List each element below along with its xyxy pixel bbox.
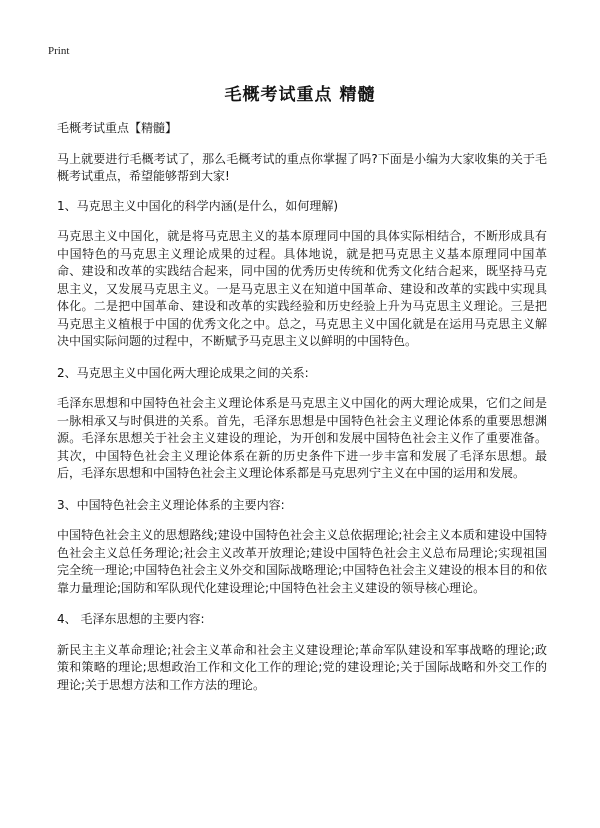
- section-4-heading: 4、 毛泽东思想的主要内容:: [57, 612, 205, 626]
- intro-paragraph: 马上就要进行毛概考试了，那么毛概考试的重点你掌握了吗?下面是小编为大家收集的关于毛概考试重点，希望能够帮到大家!: [57, 151, 547, 183]
- section-3-body: 中国特色社会主义的思想路线;建设中国特色社会主义总依据理论;社会主义本质和建设中国特色社会主义总任务理论;社会主义改革开放理论;建设中国特色社会主义总布局理论;实现祖国完全统一理论;中国特色社会主义外交和国际战略理论;中国特色社会主义建设的根本目的和依靠力量理论;国防和军队现代化建设理论;中国特色社会主义建设的领导核心理论。: [57, 528, 547, 595]
- section-4-body: 新民主主义革命理论;社会主义革命和社会主义建设理论;革命军队建设和军事战略的理论;政策和策略的理论;思想政治工作和文化工作的理论;党的建设理论;关于国际战略和外交工作的理论;关于思想方法和工作方法的理论。: [57, 642, 547, 692]
- document-body: [57, 120, 547, 708]
- section-2-body: 毛泽东思想和中国特色社会主义理论体系是马克思主义中国化的两大理论成果，它们之间是一脉相承又与时俱进的关系。首先，毛泽东思想是中国特色社会主义理论体系的重要思想渊源。毛泽东思想关于社会主义建设的理论，为开创和发展中国特色社会主义作了重要准备。其次，中国特色社会主义理论体系在新的历史条件下进一步丰富和发展了毛泽东思想。最后，毛泽东思想和中国特色社会主义理论体系都是马克思列宁主义在中国的运用和发展。: [57, 396, 547, 480]
- section-1-heading: 1、马克思主义中国化的科学内涵(是什么，如何理解): [57, 198, 339, 213]
- section-3-heading: 3、中国特色社会主义理论体系的主要内容:: [57, 497, 285, 512]
- section-1-body: 马克思主义中国化，就是将马克思主义的基本原理同中国的具体实际相结合，不断形成具有中国特色的马克思主义理论成果的过程。具体地说，就是把马克思主义基本原理同中国革命、建设和改革的实践结合起来，同中国的优秀历史传统和优秀文化结合起来，既坚持马克思主义，又发展马克思主义。一是马克思主义在知道中国革命、建设和改革的实践中实现具体化。二是把中国革命、建设和改革的实践经验和历史经验上升为马克思主义理论。三是把马克思主义植根于中国的优秀文化之中。总之，马克思主义中国化就是在运用马克思主义解决中国实际问题的过程中，不断赋予马克思主义以鲜明的中国特色。: [57, 229, 547, 348]
- section-2-heading: 2、马克思主义中国化两大理论成果之间的关系:: [57, 365, 309, 380]
- document-title: 毛概考试重点 精髓: [224, 85, 376, 105]
- print-label: Print: [48, 45, 70, 57]
- document-subtitle: 毛概考试重点【精髓】: [57, 121, 178, 135]
